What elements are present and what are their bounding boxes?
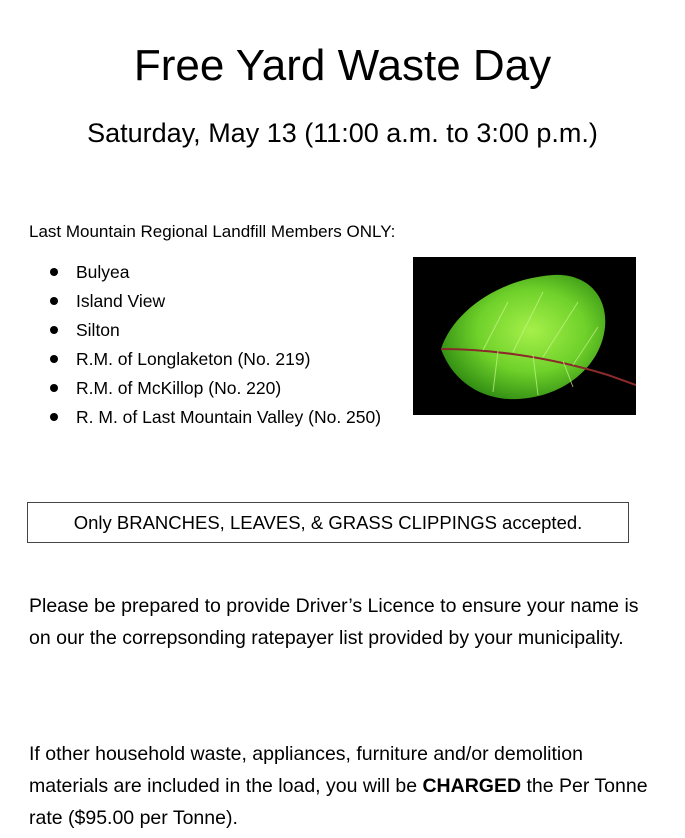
list-item — [50, 374, 390, 403]
members-heading: Last Mountain Regional Landfill Members ONLY: — [29, 222, 396, 241]
list-item — [50, 345, 390, 374]
bullet-icon — [50, 413, 58, 421]
leaf-photo — [413, 257, 636, 415]
bullet-icon — [50, 326, 58, 334]
leaf-icon — [413, 257, 636, 415]
member-list — [50, 258, 390, 432]
list-item — [50, 258, 390, 287]
accepted-materials-notice: Only BRANCHES, LEAVES, & GRASS CLIPPINGS accepted. — [27, 502, 629, 543]
member-name: Island View — [76, 291, 166, 311]
charge-text-after: the Per Tonne rate ($95.00 per Tonne). — [29, 775, 648, 829]
member-name: R. M. of Last Mountain Valley (No. 250) — [76, 407, 382, 427]
member-name: Bulyea — [76, 262, 130, 282]
page-title: Free Yard Waste Day — [133, 41, 552, 90]
charged-emphasis: CHARGED — [422, 775, 522, 797]
licence-instructions: Please be prepared to provide Driver’s Licence to ensure your name is on our the correpsonding ratepayer list provided by your municipality. — [29, 595, 639, 649]
bullet-icon — [50, 297, 58, 305]
charge-text-before: If other household waste, appliances, furniture and/or demolition materials are included in the load, you will be — [29, 743, 583, 797]
bullet-icon — [50, 384, 58, 392]
bullet-icon — [50, 355, 58, 363]
event-date-time: Saturday, May 13 (11:00 a.m. to 3:00 p.m.) — [87, 118, 598, 148]
member-name: R.M. of McKillop (No. 220) — [76, 378, 282, 398]
member-name: Silton — [76, 320, 120, 340]
charge-warning — [29, 738, 649, 834]
list-item — [50, 316, 390, 345]
bullet-icon — [50, 268, 58, 276]
member-name: R.M. of Longlaketon (No. 219) — [76, 349, 311, 369]
list-item — [50, 403, 390, 432]
list-item — [50, 287, 390, 316]
